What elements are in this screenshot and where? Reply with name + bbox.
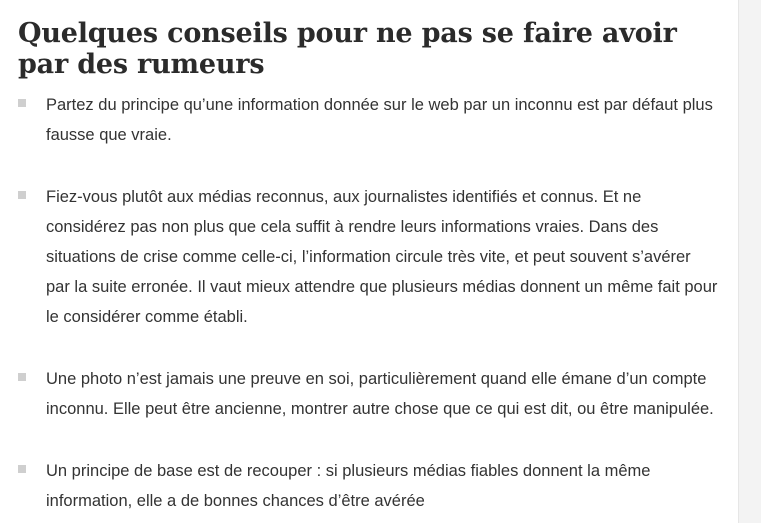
tip-text: Fiez-vous plutôt aux médias reconnus, aux journalistes identifiés et connus. Et ne considérez pas non plus que cela suffit à rendre leurs informations vraies. Dans des situations de crise comme celle-ci, l’information circule très vite, et peut souvent s’avérer par la suite erronée. Il vaut mieux attendre que plusieurs médias donnent un même fait pour le considérer comme établi. [46, 188, 718, 326]
right-gutter [738, 0, 761, 523]
list-item [18, 456, 718, 516]
square-bullet-icon [18, 99, 26, 107]
tips-list [18, 90, 718, 523]
tip-text: Un principe de base est de recouper : si plusieurs médias fiables donnent la même information, elle a de bonnes chances d’être avérée [46, 462, 651, 510]
square-bullet-icon [18, 373, 26, 381]
square-bullet-icon [18, 465, 26, 473]
tip-text: Partez du principe qu’une information donnée sur le web par un inconnu est par défaut plus fausse que vraie. [46, 96, 713, 144]
article-heading: Quelques conseils pour ne pas se faire avoir par des rumeurs [18, 18, 677, 80]
list-item [18, 182, 718, 332]
square-bullet-icon [18, 191, 26, 199]
tip-text: Une photo n’est jamais une preuve en soi, particulièrement quand elle émane d’un compte inconnu. Elle peut être ancienne, montrer autre chose que ce qui est dit, ou être manipulée. [46, 370, 714, 418]
list-item [18, 90, 718, 150]
list-item [18, 364, 718, 424]
